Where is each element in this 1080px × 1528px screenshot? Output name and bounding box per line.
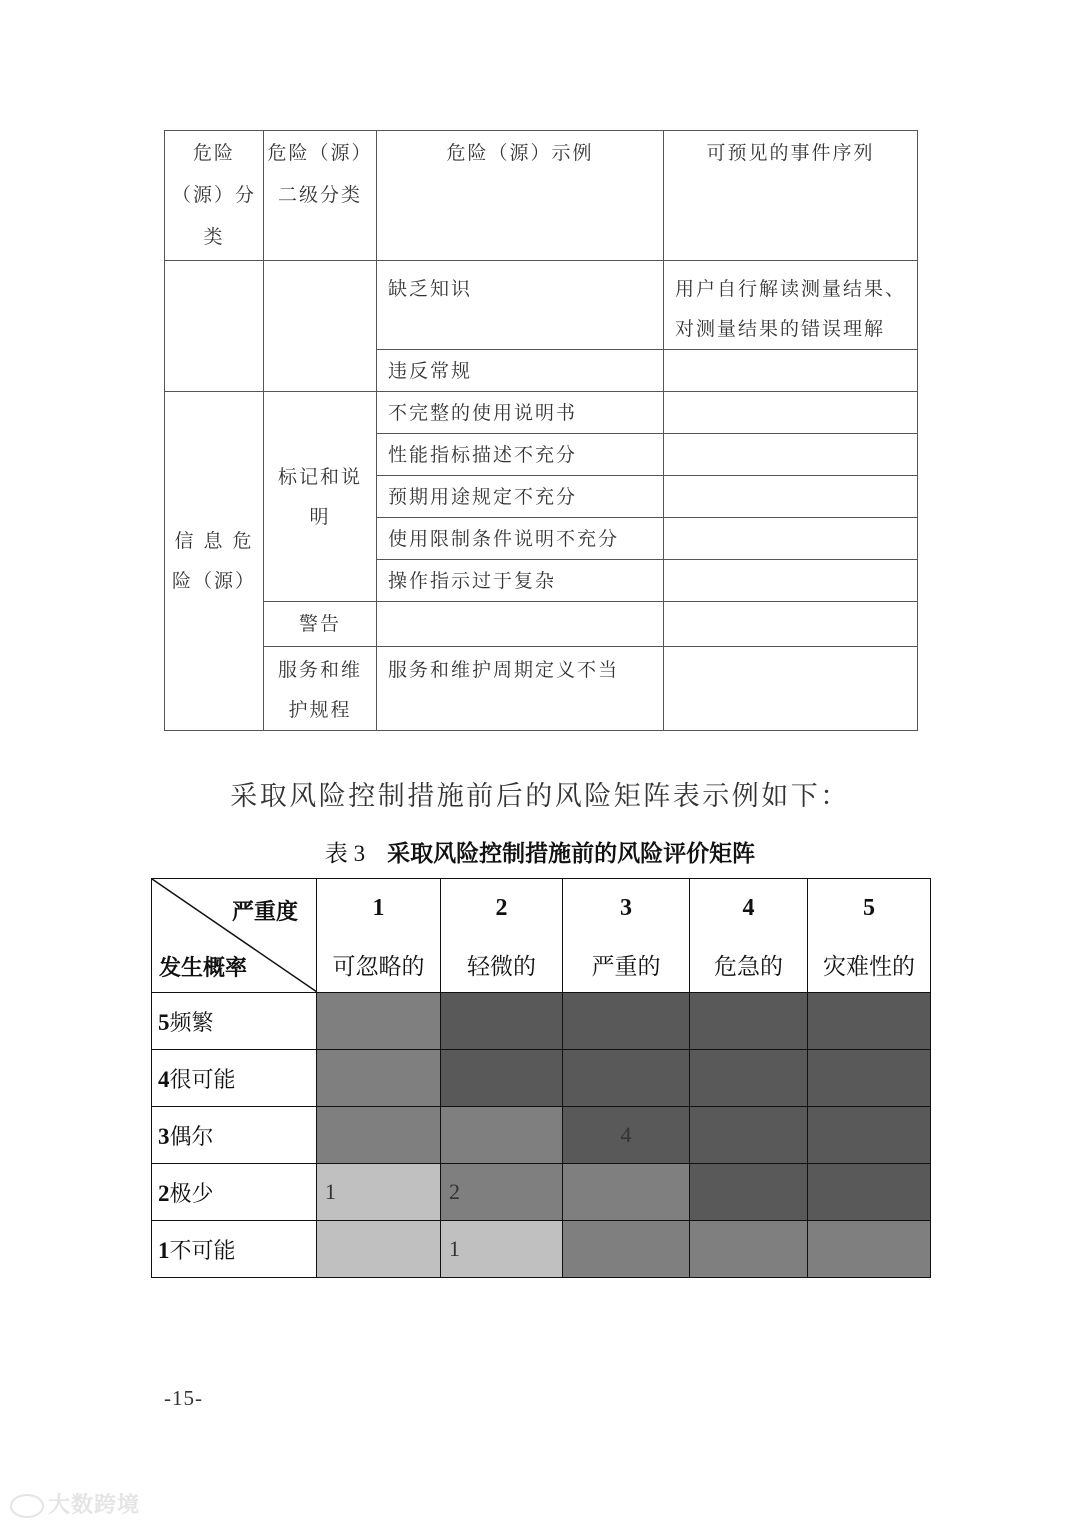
- matrix-cell: [690, 1221, 808, 1278]
- info-hazard-category: [165, 392, 264, 731]
- risk-matrix: [151, 878, 931, 1278]
- header-subcategory-line: 二级分类: [277, 184, 362, 206]
- matrix-cell: 1: [317, 1164, 441, 1221]
- hazard-table: [164, 130, 918, 731]
- matrix-cell: [690, 1164, 808, 1221]
- empty-cell: [664, 560, 918, 602]
- example-cell: 使用限制条件说明不充分: [377, 518, 664, 560]
- watermark-logo-icon: [10, 1494, 44, 1518]
- matrix-cell: [441, 1107, 563, 1164]
- empty-cell: [264, 261, 377, 392]
- caption-title: 采取风险控制措施前的风险评价矩阵: [387, 841, 756, 867]
- empty-cell: [165, 261, 264, 392]
- header-category: [165, 131, 264, 261]
- matrix-cell: 2: [441, 1164, 563, 1221]
- marking-subcategory: [264, 392, 377, 602]
- matrix-cell: [808, 1050, 931, 1107]
- matrix-cell: [690, 1050, 808, 1107]
- header-example: 危险（源）示例: [377, 131, 664, 261]
- example-cell: 违反常规: [377, 350, 664, 392]
- severity-number: 5: [863, 895, 875, 921]
- probability-label: [152, 1050, 317, 1107]
- probability-number: 4: [158, 1066, 170, 1092]
- service-subcategory: [264, 647, 377, 731]
- matrix-cell: [563, 1221, 690, 1278]
- info-category-line: 信 息 危: [174, 530, 254, 552]
- severity-label: 危急的: [714, 954, 783, 980]
- severity-number: 2: [495, 895, 508, 921]
- matrix-cell: [808, 1164, 931, 1221]
- empty-cell: [664, 350, 918, 392]
- example-cell: 操作指示过于复杂: [377, 560, 664, 602]
- matrix-cell: [317, 1221, 441, 1278]
- empty-cell: [664, 392, 918, 434]
- corner-probability-label: 发生概率: [159, 956, 248, 981]
- header-category-line: 类: [203, 226, 225, 248]
- marking-label-line: 标记和说: [277, 465, 362, 488]
- example-cell: 性能指标描述不充分: [377, 434, 664, 476]
- probability-text: 很可能: [169, 1067, 236, 1093]
- probability-label: [152, 1221, 317, 1278]
- empty-cell: [664, 518, 918, 560]
- severity-label: 轻微的: [467, 954, 536, 980]
- probability-label: [152, 1164, 317, 1221]
- severity-header: [690, 879, 808, 993]
- severity-label: 可忽略的: [332, 954, 425, 980]
- severity-header: [317, 879, 441, 993]
- header-category-line: （源）分: [171, 184, 256, 206]
- matrix-cell: [563, 1164, 690, 1221]
- header-subcategory-line: 危险（源）: [267, 142, 373, 164]
- severity-header: [563, 879, 690, 993]
- matrix-cell: [808, 1107, 931, 1164]
- empty-cell: [664, 647, 918, 731]
- service-label-line: 服务和维: [277, 659, 362, 681]
- warning-subcategory: 警告: [264, 602, 377, 647]
- service-label-line: 护规程: [288, 699, 352, 721]
- severity-number: 4: [742, 895, 755, 921]
- matrix-cell: [808, 993, 931, 1050]
- example-cell: 不完整的使用说明书: [377, 392, 664, 434]
- probability-label: [152, 1107, 317, 1164]
- probability-number: 2: [158, 1180, 170, 1206]
- header-subcategory: [264, 131, 377, 261]
- matrix-cell: [563, 1050, 690, 1107]
- probability-label: [152, 993, 317, 1050]
- example-cell: 服务和维护周期定义不当: [377, 647, 664, 731]
- matrix-cell: [317, 1107, 441, 1164]
- empty-cell: [664, 602, 918, 647]
- probability-number: 5: [158, 1009, 170, 1035]
- example-cell: 预期用途规定不充分: [377, 476, 664, 518]
- marking-label-line: 明: [309, 505, 331, 528]
- matrix-cell: [441, 993, 563, 1050]
- matrix-cell: [317, 1050, 441, 1107]
- probability-text: 偶尔: [169, 1124, 214, 1150]
- probability-text: 不可能: [169, 1238, 236, 1264]
- watermark-text: 大数跨境: [48, 1493, 141, 1518]
- matrix-cell: [563, 993, 690, 1050]
- probability-text: 频繁: [169, 1010, 214, 1036]
- severity-header: [808, 879, 931, 993]
- matrix-cell: [317, 993, 441, 1050]
- matrix-cell: [808, 1221, 931, 1278]
- sequence-line: 对测量结果的错误理解: [675, 318, 886, 340]
- table-caption: [0, 835, 1080, 868]
- matrix-cell: [441, 1050, 563, 1107]
- sequence-cell: [664, 261, 918, 350]
- watermark: [10, 1488, 140, 1519]
- empty-cell: [664, 434, 918, 476]
- probability-number: 1: [158, 1237, 170, 1263]
- severity-number: 3: [620, 895, 632, 921]
- probability-number: 3: [158, 1123, 170, 1149]
- empty-cell: [664, 476, 918, 518]
- severity-number: 1: [372, 895, 385, 921]
- page-number: -15-: [164, 1386, 203, 1410]
- header-category-line: 危险: [192, 142, 235, 164]
- example-cell: 缺乏知识: [377, 261, 664, 350]
- corner-severity-label: 严重度: [231, 900, 298, 925]
- header-sequence: 可预见的事件序列: [664, 131, 918, 261]
- lead-paragraph: 采取风险控制措施前后的风险矩阵表示例如下：: [230, 781, 850, 812]
- empty-cell: [377, 602, 664, 647]
- matrix-cell: [690, 1107, 808, 1164]
- severity-label: 灾难性的: [823, 954, 915, 980]
- info-category-line: 险（源）: [171, 570, 256, 592]
- matrix-corner: [152, 879, 317, 993]
- severity-header: [441, 879, 563, 993]
- sequence-line: 用户自行解读测量结果、: [675, 278, 907, 300]
- severity-label: 严重的: [591, 954, 661, 980]
- matrix-cell: 4: [563, 1107, 690, 1164]
- matrix-cell: 1: [441, 1221, 563, 1278]
- caption-number: 表 3: [324, 841, 366, 866]
- probability-text: 极少: [169, 1181, 214, 1207]
- matrix-cell: [690, 993, 808, 1050]
